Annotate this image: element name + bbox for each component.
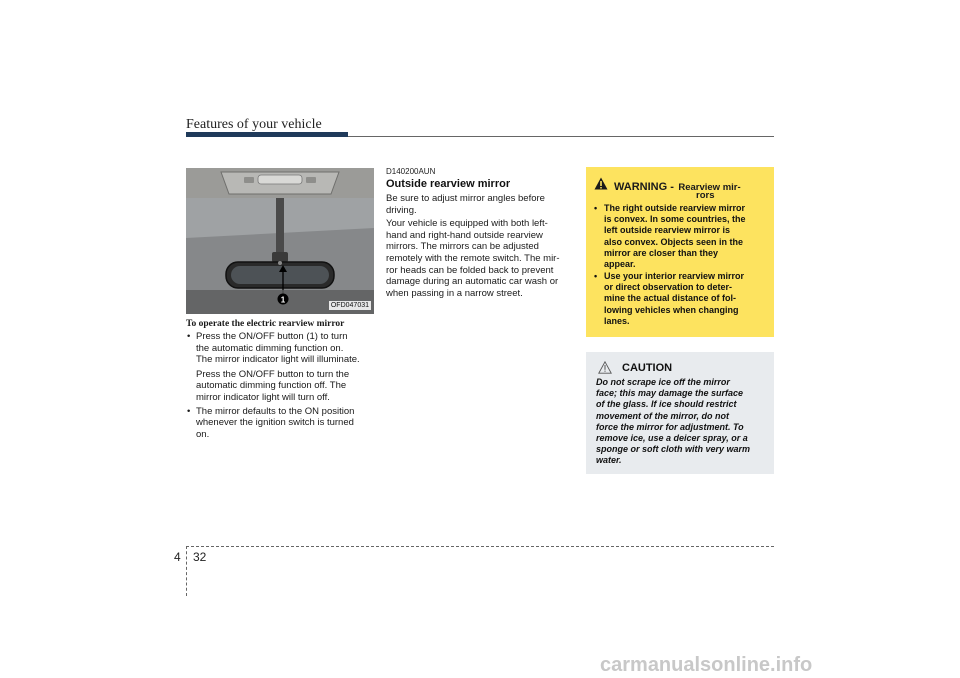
warning-heading	[614, 177, 741, 195]
text-line: the automatic dimming function on.	[196, 342, 344, 354]
text-line: also convex. Objects seen in the	[604, 236, 744, 247]
text-line: left outside rearview mirror is	[604, 225, 731, 236]
warning-topic: Rearview mir-	[678, 182, 741, 193]
text-line: remove ice, use a deicer spray, or a	[596, 433, 748, 444]
paragraph	[386, 218, 574, 299]
chapter-number: 4	[174, 550, 181, 564]
caution-box	[586, 352, 774, 474]
warning-item	[591, 271, 769, 327]
caution-triangle-icon	[598, 361, 612, 374]
text-line: remotely with the remote switch. The mir-	[386, 252, 560, 264]
page-number: 32	[193, 550, 207, 564]
rearview-mirror-photo	[186, 168, 374, 314]
bullet-icon: •	[187, 405, 191, 417]
text-line: water.	[596, 455, 622, 466]
mirror-illustration	[186, 168, 374, 314]
sub-heading: To operate the electric rearview mirror	[186, 319, 345, 329]
list-item-continuation	[186, 369, 374, 404]
header-accent-bar	[186, 132, 348, 137]
caution-label: CAUTION	[622, 362, 673, 374]
caution-body	[596, 377, 766, 467]
text-line: hand and right-hand outside rearview	[386, 229, 543, 241]
text-line: appear.	[604, 259, 636, 270]
text-line: The mirror indicator light will illuminate.	[196, 354, 360, 366]
warning-triangle-icon	[594, 177, 608, 190]
text-line: movement of the mirror, do not	[596, 410, 730, 421]
text-line: Press the ON/OFF button (1) to turn	[196, 331, 348, 342]
watermark: carmanualsonline.info	[600, 654, 813, 676]
warning-box	[586, 167, 774, 337]
section-title: Features of your vehicle	[186, 117, 322, 132]
footer-rule-vertical	[186, 546, 187, 596]
warning-item	[591, 203, 769, 270]
section-body	[386, 193, 574, 299]
text-line: or direct observation to deter-	[604, 282, 733, 293]
text-line: driving.	[386, 204, 417, 216]
text-line: mirrors. The mirrors can be adjusted	[386, 241, 539, 253]
text-line: whenever the ignition switch is turned	[196, 417, 354, 429]
text-line: The right outside rearview mirror	[604, 203, 746, 213]
text-line: lanes.	[604, 315, 630, 326]
text-line: of the glass. If ice should restrict	[596, 399, 737, 410]
paragraph	[386, 193, 574, 216]
text-line: Press the ON/OFF button to turn the	[196, 368, 350, 380]
text-line: face; this may damage the surface	[596, 388, 744, 399]
section-heading: Outside rearview mirror	[386, 178, 511, 190]
text-line: ror heads can be folded back to prevent	[386, 264, 554, 276]
text-line: Do not scrape ice off the mirror	[596, 377, 730, 387]
warning-label: WARNING -	[614, 181, 674, 193]
text-line: force the mirror for adjustment. To	[596, 421, 744, 432]
text-line: Use your interior rearview mirror	[604, 271, 745, 281]
text-line: lowing vehicles when changing	[604, 304, 739, 315]
text-line: sponge or soft cloth with very warm	[596, 444, 751, 455]
document-code: D140200AUN	[386, 167, 436, 176]
text-line: The mirror defaults to the ON position	[196, 405, 355, 417]
bullet-icon: •	[187, 331, 191, 342]
text-line: when passing in a narrow street.	[386, 287, 523, 299]
list-item	[186, 331, 374, 366]
text-line: mirror are closer than they	[604, 247, 719, 258]
text-line: is convex. In some countries, the	[604, 214, 746, 225]
text-line: Be sure to adjust mirror angles before	[386, 193, 545, 204]
footer-rule	[186, 546, 774, 547]
text-line: on.	[196, 428, 210, 440]
list-item	[186, 406, 374, 441]
warning-topic-continued: rors	[696, 190, 715, 201]
callout-number: 1	[280, 295, 286, 305]
photo-code: OFD047031	[330, 302, 369, 309]
text-line: mirror indicator light will turn off.	[196, 391, 330, 403]
text-line: mine the actual distance of fol-	[604, 293, 737, 304]
bullet-icon: •	[594, 271, 598, 281]
bullet-list	[186, 331, 374, 440]
bullet-icon: •	[594, 203, 598, 213]
text-line: automatic dimming function off. The	[196, 380, 347, 392]
text-line: Your vehicle is equipped with both left-	[386, 218, 548, 230]
text-line: damage during an automatic car wash or	[386, 276, 559, 288]
